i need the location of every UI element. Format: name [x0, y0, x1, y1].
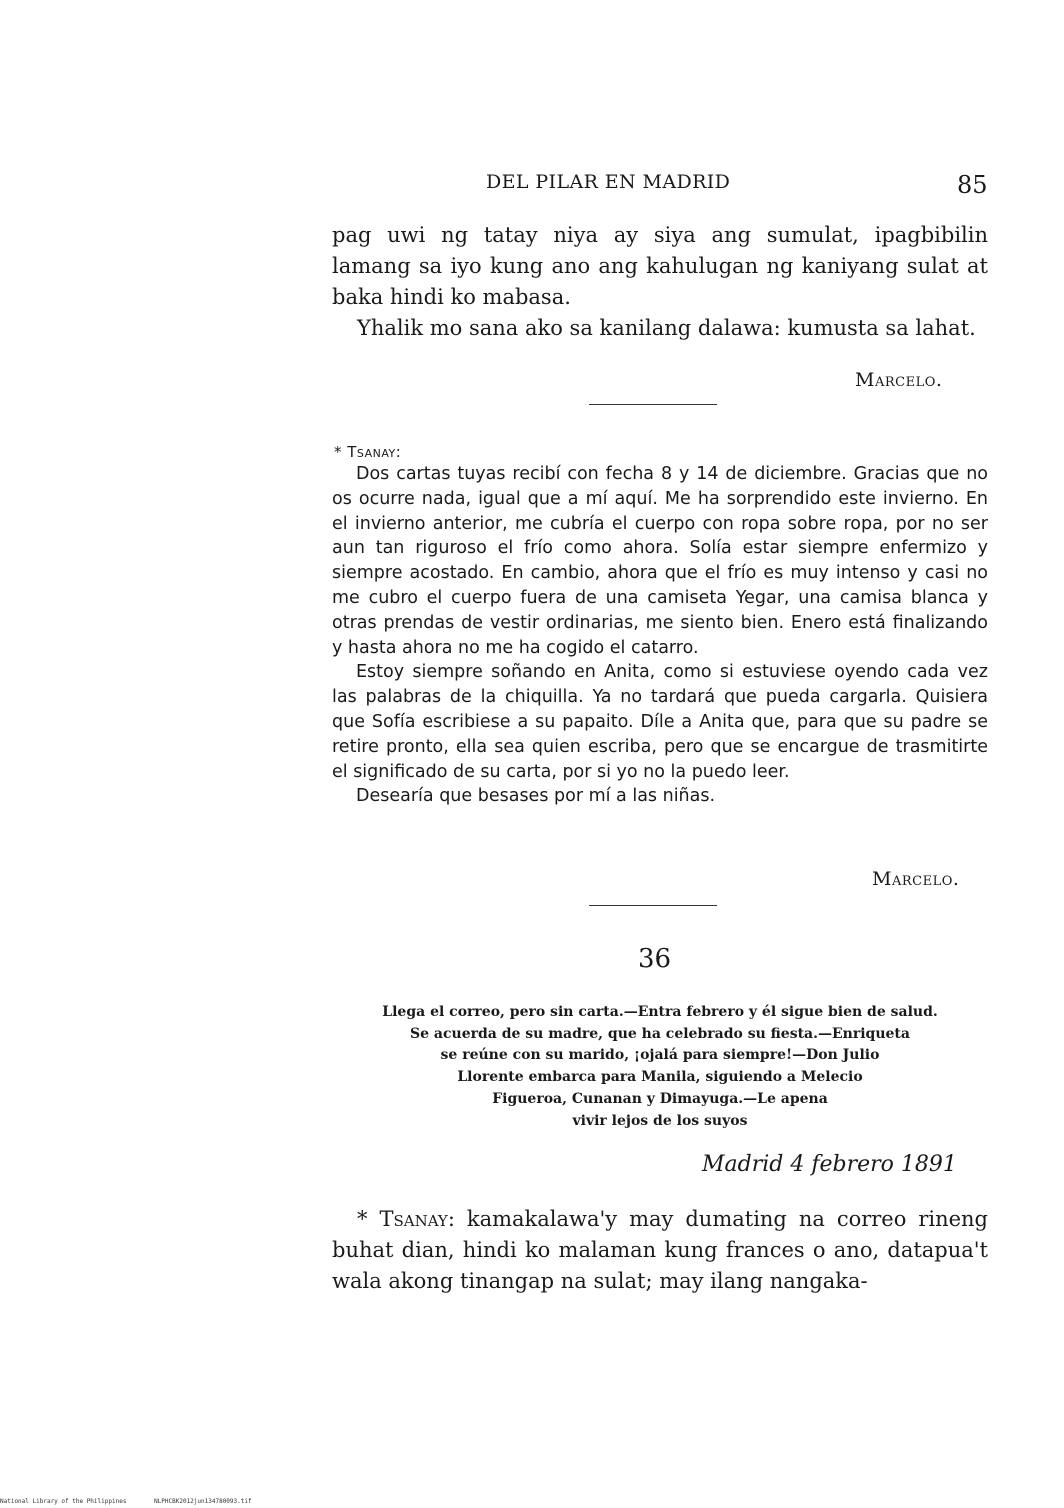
letter-paragraph: Dos cartas tuyas recibí con fecha 8 y 14 de diciembre. Gracias que no os ocurre nada, igual que a mí aquí. Me ha sorprendido este invierno. En el invierno anterior, me cubría el cuerpo con ropa sobre ropa, por no ser aun tan riguroso el frío como ahora. Solía estar siempre enfermizo y siempre acostado. En cambio, ahora que el frío es muy intenso y casi no me cubro el cuerpo fuera de una camiseta Yegar, una camisa blanca y otras prendas de vestir ordinarias, me siento bien. Enero está finalizando y hasta ahora no me ha cogido el catarro.	[332, 464, 988, 658]
tagalog-continuation	[332, 220, 988, 344]
signature: Marcelo.	[855, 369, 943, 391]
summary-line: Llorente embarca para Manila, siguiendo a Melecio	[457, 1069, 863, 1086]
letter-summary	[332, 1002, 988, 1132]
opening-text: kamakalawa'y may dumating na correo rineng buhat dian, hindi ko malaman kung frances o ano, datapua't wala akong tinangap na sulat; may ilang nangaka-	[332, 1207, 989, 1293]
running-title: DEL PILAR EN MADRID	[486, 171, 731, 193]
summary-line: vivir lejos de los suyos	[572, 1112, 748, 1129]
summary-line: se reúne con su marido, ¡ojalá para siempre!—Don Julio	[440, 1047, 880, 1064]
spanish-letter-body	[332, 462, 988, 809]
salutation: * Tsanay:	[357, 1207, 455, 1231]
file-id: NLPHCBK2012jun134780093.tif	[154, 1498, 252, 1505]
summary-line: Figueroa, Cunanan y Dimayuga.—Le apena	[492, 1090, 828, 1107]
summary-line: Se acuerda de su madre, que ha celebrado su fiesta.—Enriqueta	[410, 1025, 910, 1042]
letter-number: 36	[638, 944, 672, 974]
letter-paragraph: Desearía que besases por mí a las niñas.	[356, 786, 716, 807]
opening-paragraph	[332, 1204, 988, 1297]
summary-line: Llega el correo, pero sin carta.—Entra febrero y él sigue bien de salud.	[382, 1004, 938, 1020]
letter-date: Madrid 4 febrero 1891	[702, 1152, 957, 1177]
page-number: 85	[957, 171, 988, 199]
section-divider	[589, 404, 717, 405]
scan-footer	[0, 1498, 276, 1505]
library-credit: National Library of the Philippines	[0, 1498, 127, 1505]
section-divider	[589, 905, 717, 906]
letter-paragraph: Estoy siempre soñando en Anita, como si estuviese oyendo cada vez las palabras de la chiquilla. Ya no tardará que pueda cargarla. Quisiera que Sofía escribiese a su papaito. Díle a Anita que, para que su padre se retire pronto, ella sea quien escriba, pero que se encargue de trasmitirte el significado de su carta, por si yo no la puedo leer.	[332, 662, 988, 782]
letter-opening	[332, 1204, 988, 1297]
signature: Marcelo.	[872, 868, 960, 890]
tagalog-paragraph: pag uwi ng tatay niya ay siya ang sumulat, ipagbibilin lamang sa iyo kung ano ang kahulugan ng kaniyang sulat at baka hindi ko mabasa.	[332, 223, 988, 309]
tagalog-paragraph: Yhalik mo sana ako sa kanilang dalawa: kumusta sa lahat.	[357, 316, 976, 340]
letter-salutation: * Tsanay:	[334, 443, 402, 461]
